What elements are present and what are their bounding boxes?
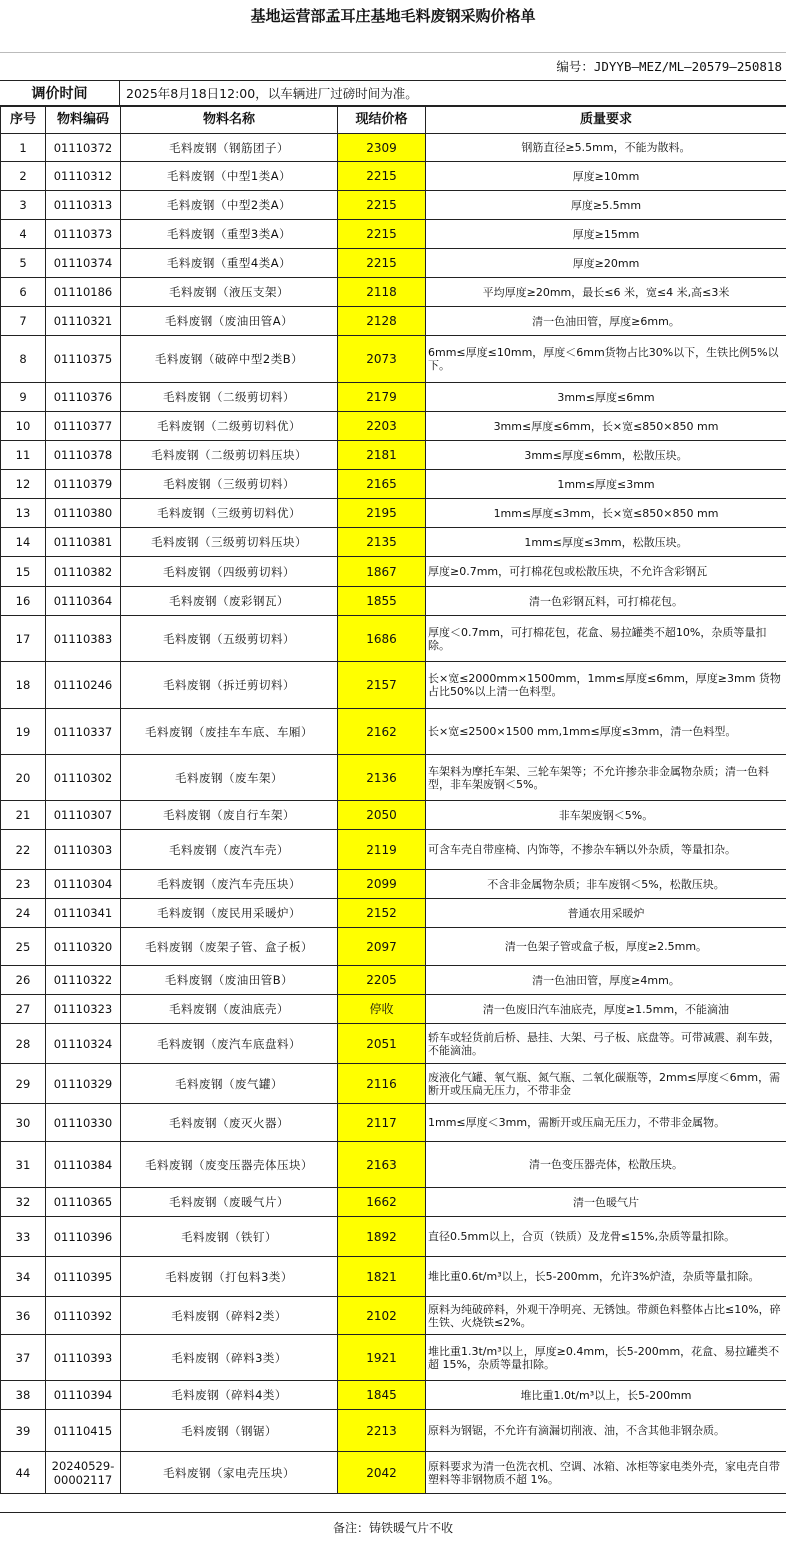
material-name: 毛料废钢（废暖气片） — [121, 1188, 338, 1217]
quality-requirement: 钢筋直径≥5.5mm，不能为散料。 — [426, 134, 786, 162]
material-name: 毛料废钢（废油田管A） — [121, 307, 338, 336]
quality-requirement: 1mm≤厚度≤3mm，长×宽≤850×850 mm — [426, 499, 786, 528]
table-row — [1, 441, 786, 470]
quality-requirement: 堆比重1.3t/m³以上，厚度≥0.4mm，长5-200mm，花盒、易拉罐类不超 15%，杂质等量扣除。 — [426, 1335, 786, 1381]
document-number: 编号：JDYYB—MEZ/ML—20579—250818 — [0, 52, 786, 78]
table-row — [1, 1335, 786, 1381]
row-number: 38 — [1, 1381, 46, 1410]
row-number: 14 — [1, 528, 46, 557]
quality-requirement: 清一色暖气片 — [426, 1188, 786, 1217]
quality-requirement: 原料为钢锯，不允许有滴漏切削液、油，不含其他非钢杂质。 — [426, 1410, 786, 1452]
row-number: 20 — [1, 755, 46, 801]
quality-requirement: 车架料为摩托车架、三轮车架等；不允许掺杂非金属物杂质；清一色料型，非车架废钢＜5%。 — [426, 755, 786, 801]
table-row — [1, 1217, 786, 1257]
table-row — [1, 1188, 786, 1217]
row-number: 31 — [1, 1142, 46, 1188]
current-price: 2073 — [338, 336, 426, 383]
row-number: 8 — [1, 336, 46, 383]
table-header-row — [1, 107, 786, 134]
material-code: 01110394 — [46, 1381, 121, 1410]
material-name: 毛料废钢（钢筋团子） — [121, 134, 338, 162]
current-price: 2195 — [338, 499, 426, 528]
current-price: 1921 — [338, 1335, 426, 1381]
quality-requirement: 平均厚度≥20mm，最长≤6 米，宽≤4 米,高≤3米 — [426, 278, 786, 307]
table-row — [1, 1297, 786, 1335]
current-price: 2051 — [338, 1024, 426, 1064]
quality-requirement: 1mm≤厚度＜3mm，需断开或压扁无压力，不带非金属物。 — [426, 1104, 786, 1142]
quality-requirement: 长×宽≤2500×1500 mm,1mm≤厚度≤3mm，清一色料型。 — [426, 709, 786, 755]
row-number: 30 — [1, 1104, 46, 1142]
row-number: 10 — [1, 412, 46, 441]
row-number: 37 — [1, 1335, 46, 1381]
material-code: 01110329 — [46, 1064, 121, 1104]
material-name: 毛料废钢（废彩钢瓦） — [121, 587, 338, 616]
row-number: 16 — [1, 587, 46, 616]
row-number: 18 — [1, 662, 46, 709]
quality-requirement: 堆比重0.6t/m³以上，长5-200mm，允许3%炉渣，杂质等量扣除。 — [426, 1257, 786, 1297]
table-row — [1, 587, 786, 616]
current-price: 1662 — [338, 1188, 426, 1217]
current-price: 2050 — [338, 801, 426, 830]
row-number: 25 — [1, 928, 46, 966]
table-row — [1, 162, 786, 191]
current-price: 2205 — [338, 966, 426, 995]
material-code: 01110376 — [46, 383, 121, 412]
current-price: 1867 — [338, 557, 426, 587]
row-number: 23 — [1, 870, 46, 899]
quality-requirement: 废液化气罐、氧气瓶、氮气瓶、二氧化碳瓶等，2mm≤厚度＜6mm，需断开或压扁无压力，不带非金 — [426, 1064, 786, 1104]
material-name: 毛料废钢（废油田管B） — [121, 966, 338, 995]
current-price: 2152 — [338, 899, 426, 928]
material-code: 01110377 — [46, 412, 121, 441]
material-name: 毛料废钢（废挂车车底、车厢） — [121, 709, 338, 755]
price-table — [0, 106, 786, 1494]
table-row — [1, 336, 786, 383]
quality-requirement: 清一色油田管，厚度≥6mm。 — [426, 307, 786, 336]
material-code: 01110365 — [46, 1188, 121, 1217]
row-number: 1 — [1, 134, 46, 162]
row-number: 39 — [1, 1410, 46, 1452]
material-code: 01110383 — [46, 616, 121, 662]
quality-requirement: 直径0.5mm以上，合页（铁质）及龙骨≤15%,杂质等量扣除。 — [426, 1217, 786, 1257]
table-row — [1, 1452, 786, 1494]
current-price: 2136 — [338, 755, 426, 801]
quality-requirement: 清一色废旧汽车油底壳，厚度≥1.5mm，不能滴油 — [426, 995, 786, 1024]
table-row — [1, 1410, 786, 1452]
material-code: 01110307 — [46, 801, 121, 830]
material-code: 20240529-00002117 — [46, 1452, 121, 1494]
material-name: 毛料废钢（液压支架） — [121, 278, 338, 307]
material-code: 01110375 — [46, 336, 121, 383]
current-price: 2213 — [338, 1410, 426, 1452]
table-row — [1, 557, 786, 587]
row-number: 2 — [1, 162, 46, 191]
material-name: 毛料废钢（废民用采暖炉） — [121, 899, 338, 928]
quality-requirement: 1mm≤厚度≤3mm，松散压块。 — [426, 528, 786, 557]
quality-requirement: 原料为纯破碎料，外观干净明亮、无锈蚀。带颜色料整体占比≤10%，碎生铁、火烧铁≤2%。 — [426, 1297, 786, 1335]
current-price: 2128 — [338, 307, 426, 336]
table-row — [1, 899, 786, 928]
material-code: 01110395 — [46, 1257, 121, 1297]
current-price: 2119 — [338, 830, 426, 870]
material-name: 毛料废钢（钢锯） — [121, 1410, 338, 1452]
row-number: 44 — [1, 1452, 46, 1494]
footer-note: 备注：铸铁暖气片不收 — [0, 1512, 786, 1542]
material-name: 毛料废钢（三级剪切料） — [121, 470, 338, 499]
material-name: 毛料废钢（重型3类A） — [121, 220, 338, 249]
current-price: 2215 — [338, 162, 426, 191]
quality-requirement: 厚度≥0.7mm，可打棉花包或松散压块，不允许含彩钢瓦 — [426, 557, 786, 587]
table-row — [1, 830, 786, 870]
quality-requirement: 3mm≤厚度≤6mm，松散压块。 — [426, 441, 786, 470]
material-code: 01110303 — [46, 830, 121, 870]
material-code: 01110186 — [46, 278, 121, 307]
current-price: 1821 — [338, 1257, 426, 1297]
header-code: 物料编码 — [46, 107, 121, 134]
material-name: 毛料废钢（家电壳压块） — [121, 1452, 338, 1494]
material-code: 01110373 — [46, 220, 121, 249]
row-number: 4 — [1, 220, 46, 249]
current-price: 2309 — [338, 134, 426, 162]
material-code: 01110313 — [46, 191, 121, 220]
row-number: 19 — [1, 709, 46, 755]
material-code: 01110324 — [46, 1024, 121, 1064]
material-name: 毛料废钢（中型2类A） — [121, 191, 338, 220]
current-price: 1686 — [338, 616, 426, 662]
table-row — [1, 801, 786, 830]
row-number: 27 — [1, 995, 46, 1024]
material-name: 毛料废钢（废架子管、盒子板） — [121, 928, 338, 966]
material-name: 毛料废钢（铁钉） — [121, 1217, 338, 1257]
table-row — [1, 528, 786, 557]
row-number: 11 — [1, 441, 46, 470]
row-number: 6 — [1, 278, 46, 307]
material-code: 01110384 — [46, 1142, 121, 1188]
current-price: 2157 — [338, 662, 426, 709]
table-row — [1, 278, 786, 307]
quality-requirement: 厚度≥15mm — [426, 220, 786, 249]
material-code: 01110380 — [46, 499, 121, 528]
material-code: 01110374 — [46, 249, 121, 278]
quality-requirement: 厚度≥10mm — [426, 162, 786, 191]
row-number: 15 — [1, 557, 46, 587]
table-body — [1, 134, 786, 1494]
quality-requirement: 清一色架子管或盒子板，厚度≥2.5mm。 — [426, 928, 786, 966]
material-name: 毛料废钢（废变压器壳体压块） — [121, 1142, 338, 1188]
quality-requirement: 3mm≤厚度≤6mm，长×宽≤850×850 mm — [426, 412, 786, 441]
header-quality: 质量要求 — [426, 107, 786, 134]
material-name: 毛料废钢（碎料3类） — [121, 1335, 338, 1381]
material-name: 毛料废钢（五级剪切料） — [121, 616, 338, 662]
table-row — [1, 134, 786, 162]
material-code: 01110322 — [46, 966, 121, 995]
current-price: 2102 — [338, 1297, 426, 1335]
current-price: 1855 — [338, 587, 426, 616]
table-row — [1, 755, 786, 801]
material-code: 01110321 — [46, 307, 121, 336]
material-code: 01110393 — [46, 1335, 121, 1381]
material-code: 01110396 — [46, 1217, 121, 1257]
row-number: 26 — [1, 966, 46, 995]
quality-requirement: 可含车壳自带座椅、内饰等，不掺杂车辆以外杂质，等量扣杂。 — [426, 830, 786, 870]
current-price: 2215 — [338, 191, 426, 220]
blank-band — [0, 30, 786, 50]
material-code: 01110415 — [46, 1410, 121, 1452]
material-code: 01110392 — [46, 1297, 121, 1335]
row-number: 7 — [1, 307, 46, 336]
row-number: 34 — [1, 1257, 46, 1297]
table-row — [1, 470, 786, 499]
current-price: 2117 — [338, 1104, 426, 1142]
current-price: 2179 — [338, 383, 426, 412]
material-name: 毛料废钢（废自行车架） — [121, 801, 338, 830]
current-price: 2163 — [338, 1142, 426, 1188]
current-price: 2162 — [338, 709, 426, 755]
row-number: 12 — [1, 470, 46, 499]
current-price: 2097 — [338, 928, 426, 966]
current-price: 1892 — [338, 1217, 426, 1257]
page-title: 基地运营部孟耳庄基地毛料废钢采购价格单 — [250, 6, 536, 25]
adjust-time-value: 2025年8月18日12:00，以车辆进厂过磅时间为准。 — [126, 86, 418, 101]
row-number: 13 — [1, 499, 46, 528]
current-price: 2215 — [338, 249, 426, 278]
quality-requirement: 堆比重1.0t/m³以上，长5-200mm — [426, 1381, 786, 1410]
material-name: 毛料废钢（打包料3类） — [121, 1257, 338, 1297]
material-name: 毛料废钢（废汽车壳压块） — [121, 870, 338, 899]
material-name: 毛料废钢（拆迁剪切料） — [121, 662, 338, 709]
current-price: 2135 — [338, 528, 426, 557]
quality-requirement: 清一色油田管，厚度≥4mm。 — [426, 966, 786, 995]
table-row — [1, 1104, 786, 1142]
material-name: 毛料废钢（二级剪切料） — [121, 383, 338, 412]
quality-requirement: 原料要求为清一色洗衣机、空调、冰箱、冰柜等家电类外壳，家电壳自带塑料等非钢物质不超 1%。 — [426, 1452, 786, 1494]
material-name: 毛料废钢（废车架） — [121, 755, 338, 801]
material-name: 毛料废钢（废汽车底盘料） — [121, 1024, 338, 1064]
quality-requirement: 清一色彩钢瓦料，可打棉花包。 — [426, 587, 786, 616]
table-row — [1, 499, 786, 528]
material-name: 毛料废钢（重型4类A） — [121, 249, 338, 278]
material-code: 01110381 — [46, 528, 121, 557]
header-no: 序号 — [1, 107, 46, 134]
row-number: 32 — [1, 1188, 46, 1217]
current-price: 2118 — [338, 278, 426, 307]
material-name: 毛料废钢（废汽车壳） — [121, 830, 338, 870]
quality-requirement: 1mm≤厚度≤3mm — [426, 470, 786, 499]
row-number: 24 — [1, 899, 46, 928]
table-row — [1, 1064, 786, 1104]
row-number: 17 — [1, 616, 46, 662]
table-row — [1, 249, 786, 278]
row-number: 36 — [1, 1297, 46, 1335]
current-price: 2116 — [338, 1064, 426, 1104]
current-price: 2215 — [338, 220, 426, 249]
quality-requirement: 厚度＜0.7mm，可打棉花包，花盒、易拉罐类不超10%，杂质等量扣除。 — [426, 616, 786, 662]
row-number: 33 — [1, 1217, 46, 1257]
material-code: 01110372 — [46, 134, 121, 162]
material-name: 毛料废钢（二级剪切料压块） — [121, 441, 338, 470]
material-code: 01110304 — [46, 870, 121, 899]
table-row — [1, 616, 786, 662]
table-row — [1, 383, 786, 412]
quality-requirement: 普通农用采暖炉 — [426, 899, 786, 928]
table-row — [1, 220, 786, 249]
quality-requirement: 3mm≤厚度≤6mm — [426, 383, 786, 412]
material-code: 01110379 — [46, 470, 121, 499]
material-name: 毛料废钢（中型1类A） — [121, 162, 338, 191]
quality-requirement: 厚度≥5.5mm — [426, 191, 786, 220]
current-price: 2181 — [338, 441, 426, 470]
table-row — [1, 1142, 786, 1188]
adjust-time-label: 调价时间 — [0, 81, 120, 105]
material-code: 01110320 — [46, 928, 121, 966]
material-name: 毛料废钢（碎料2类） — [121, 1297, 338, 1335]
quality-requirement: 非车架废钢＜5%。 — [426, 801, 786, 830]
material-code: 01110337 — [46, 709, 121, 755]
table-row — [1, 307, 786, 336]
current-price: 2165 — [338, 470, 426, 499]
material-code: 01110302 — [46, 755, 121, 801]
current-price: 2042 — [338, 1452, 426, 1494]
table-row — [1, 928, 786, 966]
row-number: 29 — [1, 1064, 46, 1104]
material-code: 01110312 — [46, 162, 121, 191]
quality-requirement: 清一色变压器壳体，松散压块。 — [426, 1142, 786, 1188]
material-name: 毛料废钢（废气罐） — [121, 1064, 338, 1104]
row-number: 21 — [1, 801, 46, 830]
material-code: 01110341 — [46, 899, 121, 928]
quality-requirement: 6mm≤厚度≤10mm，厚度＜6mm货物占比30%以下，生铁比例5%以下。 — [426, 336, 786, 383]
header-name: 物料名称 — [121, 107, 338, 134]
row-number: 28 — [1, 1024, 46, 1064]
material-name: 毛料废钢（碎料4类） — [121, 1381, 338, 1410]
material-code: 01110246 — [46, 662, 121, 709]
table-row — [1, 1381, 786, 1410]
table-row — [1, 870, 786, 899]
table-row — [1, 995, 786, 1024]
quality-requirement: 轿车或轻货前后桥、悬挂、大架、弓子板、底盘等。可带减震、刹车鼓，不能滴油。 — [426, 1024, 786, 1064]
current-price: 停收 — [338, 995, 426, 1024]
material-code: 01110330 — [46, 1104, 121, 1142]
row-number: 5 — [1, 249, 46, 278]
current-price: 2099 — [338, 870, 426, 899]
material-name: 毛料废钢（破碎中型2类B） — [121, 336, 338, 383]
quality-requirement: 长×宽≤2000mm×1500mm，1mm≤厚度≤6mm，厚度≥3mm 货物占比50%以上清一色料型。 — [426, 662, 786, 709]
table-row — [1, 662, 786, 709]
quality-requirement: 不含非金属物杂质；非车废钢＜5%，松散压块。 — [426, 870, 786, 899]
current-price: 1845 — [338, 1381, 426, 1410]
material-name: 毛料废钢（废灭火器） — [121, 1104, 338, 1142]
material-code: 01110364 — [46, 587, 121, 616]
material-code: 01110378 — [46, 441, 121, 470]
table-row — [1, 1257, 786, 1297]
row-number: 9 — [1, 383, 46, 412]
material-name: 毛料废钢（二级剪切料优） — [121, 412, 338, 441]
table-row — [1, 412, 786, 441]
row-number: 3 — [1, 191, 46, 220]
table-row — [1, 709, 786, 755]
material-name: 毛料废钢（三级剪切料优） — [121, 499, 338, 528]
current-price: 2203 — [338, 412, 426, 441]
header-price: 现结价格 — [338, 107, 426, 134]
material-name: 毛料废钢（废油底壳） — [121, 995, 338, 1024]
row-number: 22 — [1, 830, 46, 870]
material-name: 毛料废钢（四级剪切料） — [121, 557, 338, 587]
table-row — [1, 1024, 786, 1064]
adjust-time-row — [0, 80, 786, 106]
table-row — [1, 966, 786, 995]
table-row — [1, 191, 786, 220]
material-code: 01110382 — [46, 557, 121, 587]
material-name: 毛料废钢（三级剪切料压块） — [121, 528, 338, 557]
material-code: 01110323 — [46, 995, 121, 1024]
quality-requirement: 厚度≥20mm — [426, 249, 786, 278]
